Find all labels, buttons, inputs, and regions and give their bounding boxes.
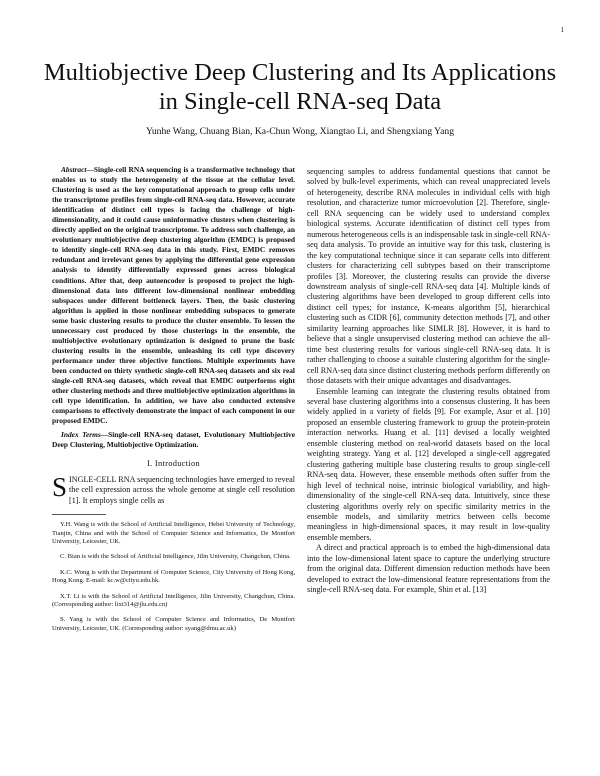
footnote-rule bbox=[52, 514, 106, 515]
body-paragraph: sequencing samples to address fundamental questions that cannot be solved by bulk-level experiments, which can reveal unappreciated levels of heterogeneity, describe RNA molecules in individual cells with high resolution, and characterize tumor microevolution [2]. Therefore, single-cell RNA sequencing can be widely used to understand complex biological systems. Accurate identification of distinct cell types from numerous heterogeneous cells is an indispensable task in single-cell RNA-seq data analysis. To provide an intuitive way for this task, clustering is the key computational technique since it can separate cells into different clusters for characterizing cell subtypes based on their transcriptome profiles [3]. Moreover, the clustering results can provide the diverse downstream analysis of single-cell RNA-seq data [4]. Multiple kinds of clustering algorithms have been developed to group different cells into distinct cell types; for instance, K-means algorithm [5], hierarchical clustering such as CIDR [6], community detection methods [7], and other similarity learning approaches like SIMLR [8]. However, it is hard to believe that a single unsupervised clustering method can achieve the all-time best clustering results for various single-cell RNA-seq data. It is rather challenging to choose a suitable clustering algorithm for the single-cell RNA-seq data since distinct clustering methods perform differently on those datasets with their unique advantages and disadvantages. bbox=[307, 167, 550, 386]
index-terms-label: Index Terms bbox=[61, 430, 101, 440]
page-number: 1 bbox=[560, 26, 564, 34]
body-paragraph: Ensemble learning can integrate the clustering results obtained from several base clustering algorithms into a consensus clustering. It has been widely applied in a variety of fields [9]. For example, Asur et al. [10] proposed an ensemble clustering framework to group the protein-protein interaction networks. Huang et al. [11] devised a locally weighted ensemble clustering method on real-world datasets based on the local weighting strategy. Yang et al. [12] developed a single-cell aggregated clustering gathering multiple base clustering results to group single-cell RNA-seq data. However, these ensemble methods often suffer from the high level of technical noise, intrinsic biological variability, and high-dimensionality of the single-cell RNA-seq data. Intuitively, since these clustering algorithms overly rely on specific similarity metrics in the ensemble models, and similarity metrics between cells become meaningless in high-dimensional spaces, it may result in low-quality ensemble members. bbox=[307, 386, 550, 542]
footnote: C. Bian is with the School of Artificial Intelligence, Jilin University, Changchun, China. bbox=[60, 553, 291, 561]
left-column bbox=[52, 165, 295, 640]
author-list: Yunhe Wang, Chuang Bian, Ka-Chun Wong, Xiangtao Li, and Shengxiang Yang bbox=[146, 126, 454, 137]
index-terms bbox=[52, 430, 295, 450]
intro-text: INGLE-CELL RNA sequencing technologies have emerged to reveal the cell expression across the whole genome at single cell resolution [1]. It employs single cells as bbox=[69, 474, 295, 505]
paper-title: Multiobjective Deep Clustering and Its Applications in Single-cell RNA-seq Data bbox=[43, 59, 557, 115]
right-column bbox=[307, 167, 550, 596]
section-heading: I. Introduction bbox=[147, 459, 200, 469]
footnote: S. Yang is with the School of Computer Science and Informatics, De Montfort University, Leicester, UK. (Corresponding author: syang@dmu.ac.uk) bbox=[52, 616, 295, 632]
abstract-text: —Single-cell RNA sequencing is a transformative technology that enables us to study the heterogeneity of the tissue at the cellular level. Clustering is used as the key computational approach to group cells under the transcriptome profiles from single-cell RNA-seq data. However, accurate identification of distinct cell types is facing the challenge of high-dimensionality, and it could cause uninformative clusters when clustering is directly applied on the original transcriptome. To address such challenge, an evolutionary multiobjective deep clustering algorithm (EMDC) is proposed to identify single-cell RNA-seq data in this study. First, EMDC removes redundant and irrelevant genes by applying the differential gene expression analysis to identify differentially expressed genes across biological conditions. After that, deep autoencoder is proposed to project the high-dimensional data into different low-dimensional nonlinear embedding subspaces under different bottleneck layers. Then, the basic clustering algorithm is applied in those nonlinear embedding subspaces to generate some basic clustering results to produce the cluster ensemble. To lessen the unnecessary cost produced by those clusterings in the ensemble, the multiobjective evolutionary optimization is designed to prune the basic clustering results in the ensemble, unleashing its cell type discovery performance under three objective functions. Multiple experiments have been conducted on thirty synthetic single-cell RNA-seq datasets and six real single-cell RNA-seq datasets, which reveal that EMDC outperforms eight other clustering methods and three multiobjective optimization algorithms in cell type identification. In addition, we have also conducted extensive comparisons to effectively demonstrate the impact of each component in our proposed EMDC. bbox=[52, 165, 295, 426]
footnote: X.T. Li is with the School of Artificial Intelligence, Jilin University, Changchun, China. (Corresponding author: lixt314@jlu.edu.cn) bbox=[52, 592, 295, 608]
abstract-label: Abstract bbox=[61, 165, 87, 174]
footnote: K.C. Wong is with the Department of Computer Science, City University of Hong Kong, Hong Kong. E-mail: kc.w@cityu.edu.hk. bbox=[52, 568, 295, 585]
index-terms-text: —Single-cell RNA-seq dataset, Evolutionary Multiobjective Deep Clustering, Multiobjective Optimization. bbox=[52, 430, 295, 450]
drop-cap: S bbox=[52, 471, 68, 502]
intro-paragraph bbox=[52, 471, 295, 506]
footnote: Y.H. Wang is with the School of Artificial Intelligence, Hebei University of Technology, Tianjin, China and with the School of Computer Science and Informatics, De Montfort University, Leicester, UK. bbox=[52, 521, 295, 545]
abstract bbox=[52, 165, 295, 426]
body-paragraph: A direct and practical approach is to embed the high-dimensional data into the low-dimensional latent space to capture the underlying structure from the original data. Different dimension reduction methods have been developed to extract the low-dimensional feature representations from the single-cell RNA-seq data. For example, Shin et al. [13] bbox=[307, 543, 550, 595]
